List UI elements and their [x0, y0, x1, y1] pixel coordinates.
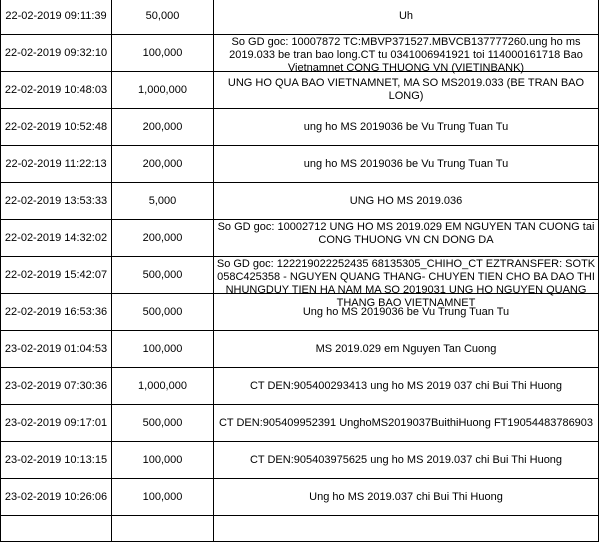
transaction-amount-cell: 500,000 [112, 257, 214, 294]
transaction-amount-cell: 500,000 [112, 294, 214, 331]
transaction-description-cell [214, 479, 599, 516]
transaction-description-cell [214, 183, 599, 220]
transaction-date-cell: 22-02-2019 10:48:03 [1, 72, 112, 109]
transaction-description-cell [214, 516, 599, 542]
transaction-description-cell [214, 0, 599, 35]
transaction-date-cell: 23-02-2019 07:30:36 [1, 368, 112, 405]
transaction-description-cell [214, 368, 599, 405]
transaction-date-cell: 22-02-2019 09:11:39 [1, 0, 112, 35]
transaction-amount-cell: 5,000 [112, 183, 214, 220]
transaction-description-cell [214, 146, 599, 183]
transaction-description-text: UNG HO QUA BAO VIETNAMNET, MA SO MS2019.033 (BE TRAN BAO LONG) [227, 77, 585, 102]
table-row [1, 368, 599, 405]
transaction-date-cell: 22-02-2019 11:22:13 [1, 146, 112, 183]
table-row [1, 109, 599, 146]
transaction-description-cell [214, 257, 599, 309]
transaction-date-cell: 22-02-2019 15:42:07 [1, 257, 112, 294]
transaction-description-cell [214, 331, 599, 368]
transaction-amount-cell: 1,000,000 [112, 368, 214, 405]
transaction-date-cell: 23-02-2019 01:04:53 [1, 331, 112, 368]
table-row [1, 442, 599, 479]
transaction-date-cell: 22-02-2019 16:53:36 [1, 294, 112, 331]
transaction-amount-cell: 1,000,000 [112, 72, 214, 109]
table-row [1, 516, 599, 542]
transaction-description-cell [214, 35, 599, 72]
table-row [1, 257, 599, 294]
transaction-description-text: So GD goc: 10002712 UNG HO MS 2019.029 EM NGUYEN TAN CUONG tai CONG THUONG VN CN DONG DA [217, 221, 595, 246]
table-row [1, 331, 599, 368]
table-row [1, 294, 599, 331]
transaction-date-cell: 22-02-2019 13:53:33 [1, 183, 112, 220]
transaction-description-text: CT DEN:905409952391 UnghoMS2019037BuithiHuong FT19054483786903 [218, 416, 594, 429]
transaction-description-cell [214, 405, 599, 442]
transaction-description-text: So GD goc: 122219022252435 68135305_CHIHO_CT EZTRANSFER: SOTK 058C425358 - NGUYEN QUANG THANG- CHUYEN TIEN CHO BA DAO THI NHUNGDUY TIEN HA NAM MA SO 2019031 UNG HO NGUYEN QUANG THANG BAO VIETNAMNET [216, 258, 596, 309]
transaction-amount-cell: 200,000 [112, 220, 214, 257]
transaction-description-text: UNG HO MS 2019.036 [349, 194, 463, 207]
transaction-date-cell: 22-02-2019 10:52:48 [1, 109, 112, 146]
table-row [1, 220, 599, 257]
transaction-date-cell: 22-02-2019 14:32:02 [1, 220, 112, 257]
transaction-amount-cell [112, 516, 214, 542]
transaction-description-text: CT DEN:905400293413 ung ho MS 2019 037 chi Bui Thi Huong [249, 379, 563, 392]
table-row [1, 0, 599, 35]
table-row [1, 183, 599, 220]
transaction-description-cell [214, 442, 599, 479]
transaction-date-cell: 22-02-2019 09:32:10 [1, 35, 112, 72]
transaction-description-text: Ung ho MS 2019.037 chi Bui Thi Huong [309, 490, 503, 503]
transaction-amount-cell: 100,000 [112, 442, 214, 479]
transaction-amount-cell: 200,000 [112, 109, 214, 146]
transaction-amount-cell: 100,000 [112, 479, 214, 516]
transaction-description-text: ung ho MS 2019036 be Vu Trung Tuan Tu [303, 157, 509, 170]
transaction-date-cell: 23-02-2019 09:17:01 [1, 405, 112, 442]
transaction-description-text: MS 2019.029 em Nguyen Tan Cuong [315, 342, 497, 355]
transaction-description-cell [214, 72, 599, 109]
table-row [1, 35, 599, 72]
transaction-amount-cell: 200,000 [112, 146, 214, 183]
table-row [1, 479, 599, 516]
transaction-description-cell [214, 109, 599, 146]
transaction-date-cell: 23-02-2019 10:26:06 [1, 479, 112, 516]
table-row [1, 405, 599, 442]
transaction-description-text: So GD goc: 10007872 TC:MBVP371527.MBVCB137777260.ung ho ms 2019.033 be tran bao long.CT tu 0341006941921 toi 114000161718 Bao Vietnamnet CONG THUONG VN (VIETINBANK) [229, 36, 583, 74]
transaction-amount-cell: 100,000 [112, 35, 214, 72]
transaction-amount-cell: 50,000 [112, 0, 214, 35]
transaction-description-cell [214, 220, 599, 257]
transaction-date-cell [1, 516, 112, 542]
transaction-amount-cell: 100,000 [112, 331, 214, 368]
transaction-description-text: Uh [398, 9, 414, 22]
transaction-description-text: ung ho MS 2019036 be Vu Trung Tuan Tu [303, 120, 509, 133]
transaction-description-text: CT DEN:905403975625 ung ho MS 2019.037 chi Bui Thi Huong [249, 453, 563, 466]
transaction-amount-cell: 500,000 [112, 405, 214, 442]
table-row [1, 146, 599, 183]
table-row [1, 72, 599, 109]
transaction-date-cell: 23-02-2019 10:13:15 [1, 442, 112, 479]
transaction-description-text: Ung ho MS 2019036 be Vu Trung Tuan Tu [302, 305, 510, 318]
